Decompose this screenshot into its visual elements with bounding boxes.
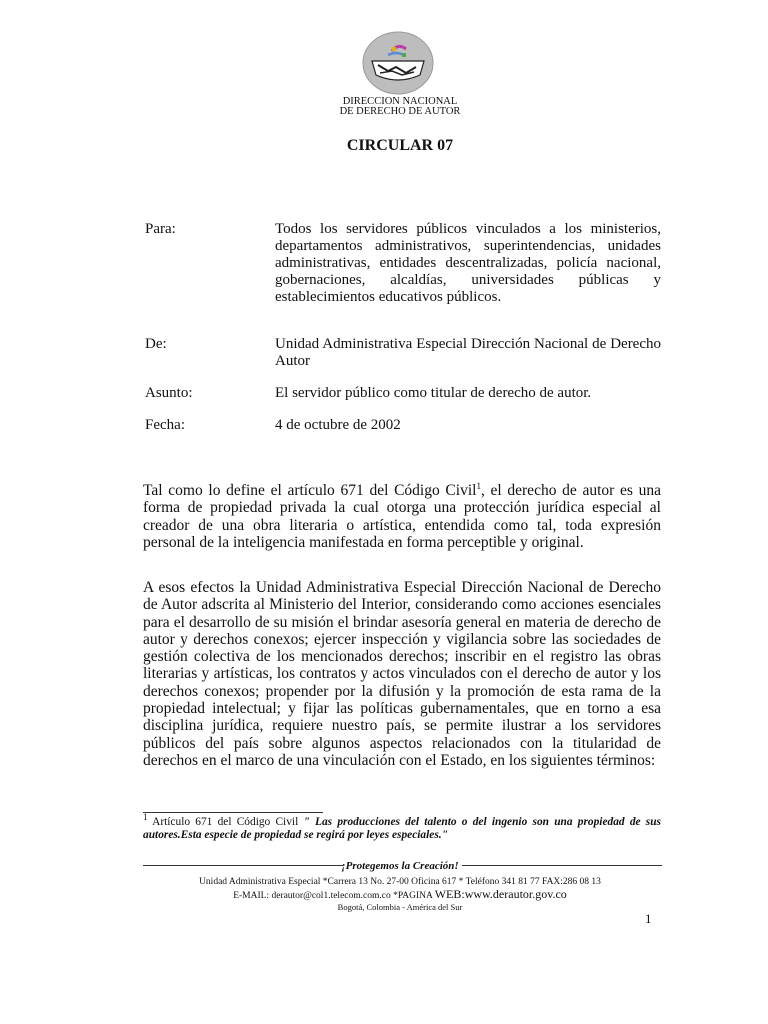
org-name-line2: DE DERECHO DE AUTOR [339, 106, 461, 117]
paragraph-1-rest: , el derecho de autor es una forma de propiedad privada la cual otorga una protección jurídica especial al creador de una obra literaria o artística, entendida como tal, toda expresión personal de la inteligencia manifestada en forma perceptible y original. [143, 482, 661, 551]
footer-email: E-MAIL: derautor@col1.telecom.com.co *PAGINA [233, 891, 435, 901]
footer-motto: ¡Protegemos la Creación! [341, 860, 459, 872]
footer-address: Unidad Administrativa Especial *Carrera 13 No. 27-00 Oficina 617 * Teléfono 341 81 77 FAX:286 08 13 [199, 877, 601, 887]
de-value: Unidad Administrativa Especial Dirección Nacional de Derecho Autor [275, 336, 661, 369]
asunto-value: El servidor público como titular de derecho de autor. [275, 385, 592, 401]
body-paragraph-1 [143, 482, 661, 551]
para-value: Todos los servidores públicos vinculados a los ministerios, departamentos administrativos, superintendencias, unidades administrativas, entidades descentralizadas, policía nacional, gobernaciones, alcaldías, universidades públicas y establecimientos educativos públicos. [275, 221, 661, 305]
asunto-label: Asunto: [145, 385, 193, 401]
footnote-quote: " Las producciones del talento o del ingenio son una propiedad de sus autores.Esta especie de propiedad se regirá por leyes especiales." [143, 816, 661, 841]
footer-website: WEB:www.derautor.gov.co [434, 887, 567, 901]
para-label: Para: [145, 221, 176, 237]
page-number: 1 [645, 911, 652, 926]
footnote [143, 812, 661, 842]
body-paragraph-2: A esos efectos la Unidad Administrativa Especial Dirección Nacional de Derecho de Autor adscrita al Ministerio del Interior, considerando como acciones esenciales para el desarrollo de su misión el brindar asesoría general en materia de derecho de autor y derechos conexos; ejercer inspección y vigilancia sobre las sociedades de gestión colectiva de los mencionados derechos; inscribir en el registro las obras literarias y artísticas, los contratos y actos vinculados con el derecho de autor y los derechos conexos; propender por la difusión y la promoción de esta rama de la propiedad intelectual; y fijar las políticas gubernamentales, que en torno a esa disciplina jurídica, requiere nuestro país, se permite ilustrar a los servidores públicos del país sobre algunos aspectos relacionados con la titularidad de derechos en el marco de una vinculación con el Estado, en los siguientes términos: [143, 579, 661, 769]
org-name-line1: DIRECCION NACIONAL [342, 96, 458, 107]
footnote-reference: 1 [476, 480, 481, 491]
document-title: CIRCULAR 07 [346, 137, 454, 154]
paragraph-1-start: Tal como lo define el artículo 671 del Código Civil [143, 482, 477, 499]
footer-city: Bogotá, Colombia - América del Sur [337, 902, 463, 912]
footer-contact [0, 889, 768, 902]
fecha-label: Fecha: [145, 417, 185, 433]
fecha-value: 4 de octubre de 2002 [275, 417, 401, 433]
de-label: De: [145, 336, 167, 352]
footnote-text: Artículo 671 del Código Civil [147, 816, 304, 828]
seal-logo-icon [362, 31, 434, 95]
footnote-divider [143, 812, 323, 813]
footnote-number: 1 [143, 812, 148, 823]
